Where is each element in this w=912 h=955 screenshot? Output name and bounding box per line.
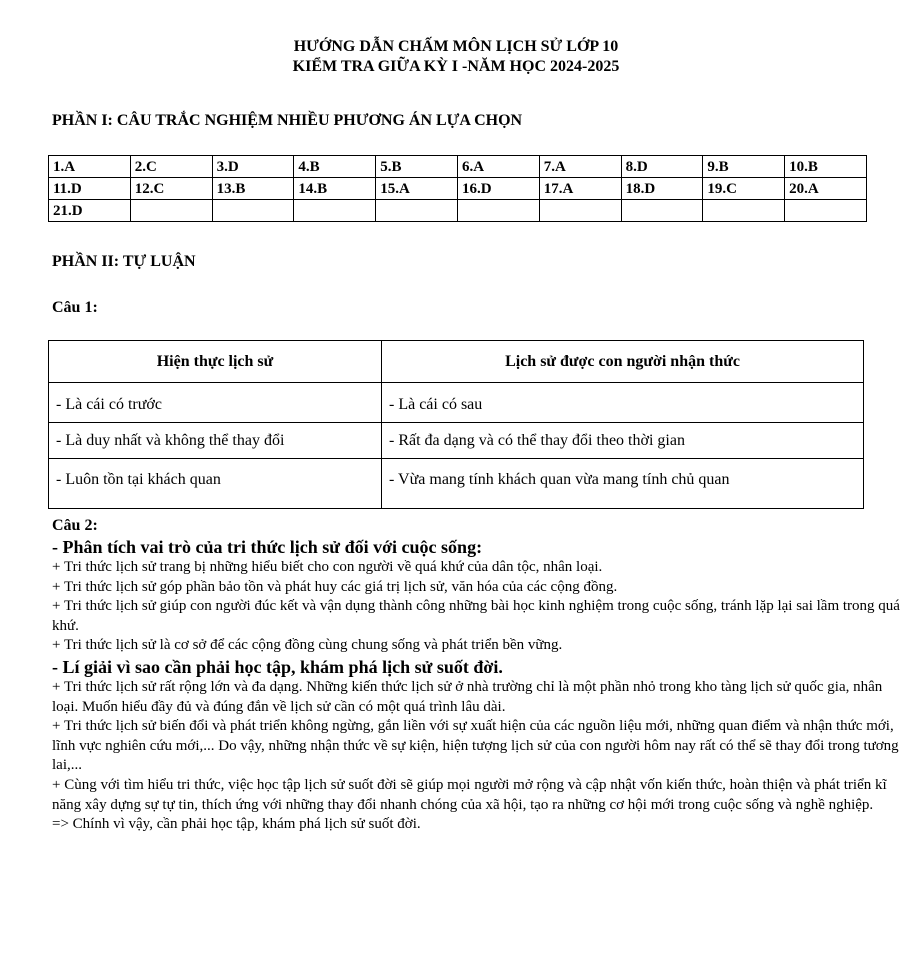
- answer-row: [49, 200, 867, 222]
- part1-heading: PHẦN I: CÂU TRẮC NGHIỆM NHIỀU PHƯƠNG ÁN LỰA CHỌN: [52, 112, 523, 129]
- column-header: Lịch sử được con người nhận thức: [382, 341, 864, 383]
- answer-cell: 20.A: [785, 178, 867, 200]
- cau2-point: + Cùng với tìm hiểu tri thức, việc học tập lịch sử suốt đời sẽ giúp mọi người mở rộng và cập nhật vốn kiến thức, hoàn thiện và phát triển kĩ năng xây dựng sự tự tin, thích ứng với những thay đổi nhanh chóng của xã hội, tạo ra những cơ hội mới trong cuộc sống và nghề nghiệp.: [52, 776, 887, 813]
- cau2-label: Câu 2:: [52, 517, 98, 534]
- answer-cell: 16.D: [457, 178, 539, 200]
- answer-cell: 7.A: [539, 156, 621, 178]
- cau2-point: + Tri thức lịch sử góp phần bảo tồn và phát huy các giá trị lịch sử, văn hóa của các cộng đồng.: [52, 578, 618, 595]
- cau2-subheading-1: - Phân tích vai trò của tri thức lịch sử đối với cuộc sống:: [52, 537, 483, 557]
- answer-cell: [294, 200, 376, 222]
- answer-cell: 2.C: [130, 156, 212, 178]
- answer-cell: [703, 200, 785, 222]
- answer-cell: 8.D: [621, 156, 703, 178]
- comparison-cell: - Vừa mang tính khách quan vừa mang tính chủ quan: [382, 459, 864, 509]
- cau2-section: [52, 516, 912, 835]
- answer-row: [49, 178, 867, 200]
- answer-cell: 15.A: [376, 178, 458, 200]
- answer-cell: 5.B: [376, 156, 458, 178]
- answer-row: [49, 156, 867, 178]
- answer-cell: [539, 200, 621, 222]
- cau2-conclusion: => Chính vì vậy, cần phải học tập, khám phá lịch sử suốt đời.: [52, 816, 421, 833]
- comparison-cell: - Luôn tồn tại khách quan: [49, 459, 382, 509]
- answer-cell: 6.A: [457, 156, 539, 178]
- comparison-cell: - Là cái có sau: [382, 383, 864, 423]
- answer-cell: 11.D: [49, 178, 131, 200]
- answer-cell: 3.D: [212, 156, 294, 178]
- cau2-subheading-2: - Lí giải vì sao cần phải học tập, khám phá lịch sử suốt đời.: [52, 656, 503, 677]
- answer-cell: 19.C: [703, 178, 785, 200]
- answer-cell: [212, 200, 294, 222]
- answer-cell: 14.B: [294, 178, 376, 200]
- title-line-2: KIỂM TRA GIỮA KỲ I -NĂM HỌC 2024-2025: [292, 58, 620, 75]
- answer-cell: 21.D: [49, 200, 131, 222]
- answer-cell: 17.A: [539, 178, 621, 200]
- cau2-point: + Tri thức lịch sử trang bị những hiểu biết cho con người về quá khứ của dân tộc, nhân loại.: [52, 559, 603, 575]
- cau2-point: + Tri thức lịch sử là cơ sở để các cộng đồng cùng chung sống và phát triển bền vững.: [52, 637, 563, 654]
- answer-cell: 12.C: [130, 178, 212, 200]
- answer-cell: [130, 200, 212, 222]
- comparison-cell: - Là cái có trước: [49, 383, 382, 423]
- answer-cell: 1.A: [49, 156, 131, 178]
- title-line-1: HƯỚNG DẪN CHẤM MÔN LỊCH SỬ LỚP 10: [293, 38, 619, 55]
- answer-cell: [376, 200, 458, 222]
- comparison-header-row: [49, 341, 864, 383]
- cau2-point: + Tri thức lịch sử biến đổi và phát triển không ngừng, gắn liền với sự xuất hiện của các nguồn liệu mới, những quan điểm và nhận thức mới, lĩnh vực nghiên cứu mới,... Do vậy, những nhận thức về sự kiện, hiện tượng lịch sử của con người hôm nay rất có thể sẽ thay đổi trong tương lai,...: [52, 718, 899, 774]
- comparison-row: [49, 459, 864, 509]
- comparison-cell: - Rất đa dạng và có thể thay đổi theo thời gian: [382, 423, 864, 459]
- answer-cell: 18.D: [621, 178, 703, 200]
- cau2-point: + Tri thức lịch sử giúp con người đúc kết và vận dụng thành công những bài học kinh nghiệm trong cuộc sống, tránh lặp lại sai lầm trong quá khứ.: [52, 598, 900, 634]
- cau2-point: + Tri thức lịch sử rất rộng lớn và đa dạng. Những kiến thức lịch sử ở nhà trường chỉ là một phần nhỏ trong kho tàng lịch sử quốc gia, nhân loại. Muốn hiểu đầy đủ và đúng đắn về lịch sử cần có một quá trình lâu dài.: [52, 678, 883, 715]
- answer-cell: 4.B: [294, 156, 376, 178]
- history-comparison-table: [48, 340, 864, 509]
- answer-cell: [785, 200, 867, 222]
- part2-heading: PHẦN II: TỰ LUẬN: [52, 253, 196, 270]
- answer-key-table: [48, 155, 867, 222]
- answer-cell: 13.B: [212, 178, 294, 200]
- answer-cell: [621, 200, 703, 222]
- comparison-row: [49, 383, 864, 423]
- answer-cell: 10.B: [785, 156, 867, 178]
- comparison-cell: - Là duy nhất và không thể thay đổi: [49, 423, 382, 459]
- column-header: Hiện thực lịch sử: [49, 341, 382, 383]
- cau1-label: Câu 1:: [52, 299, 98, 316]
- comparison-row: [49, 423, 864, 459]
- answer-cell: 9.B: [703, 156, 785, 178]
- answer-cell: [457, 200, 539, 222]
